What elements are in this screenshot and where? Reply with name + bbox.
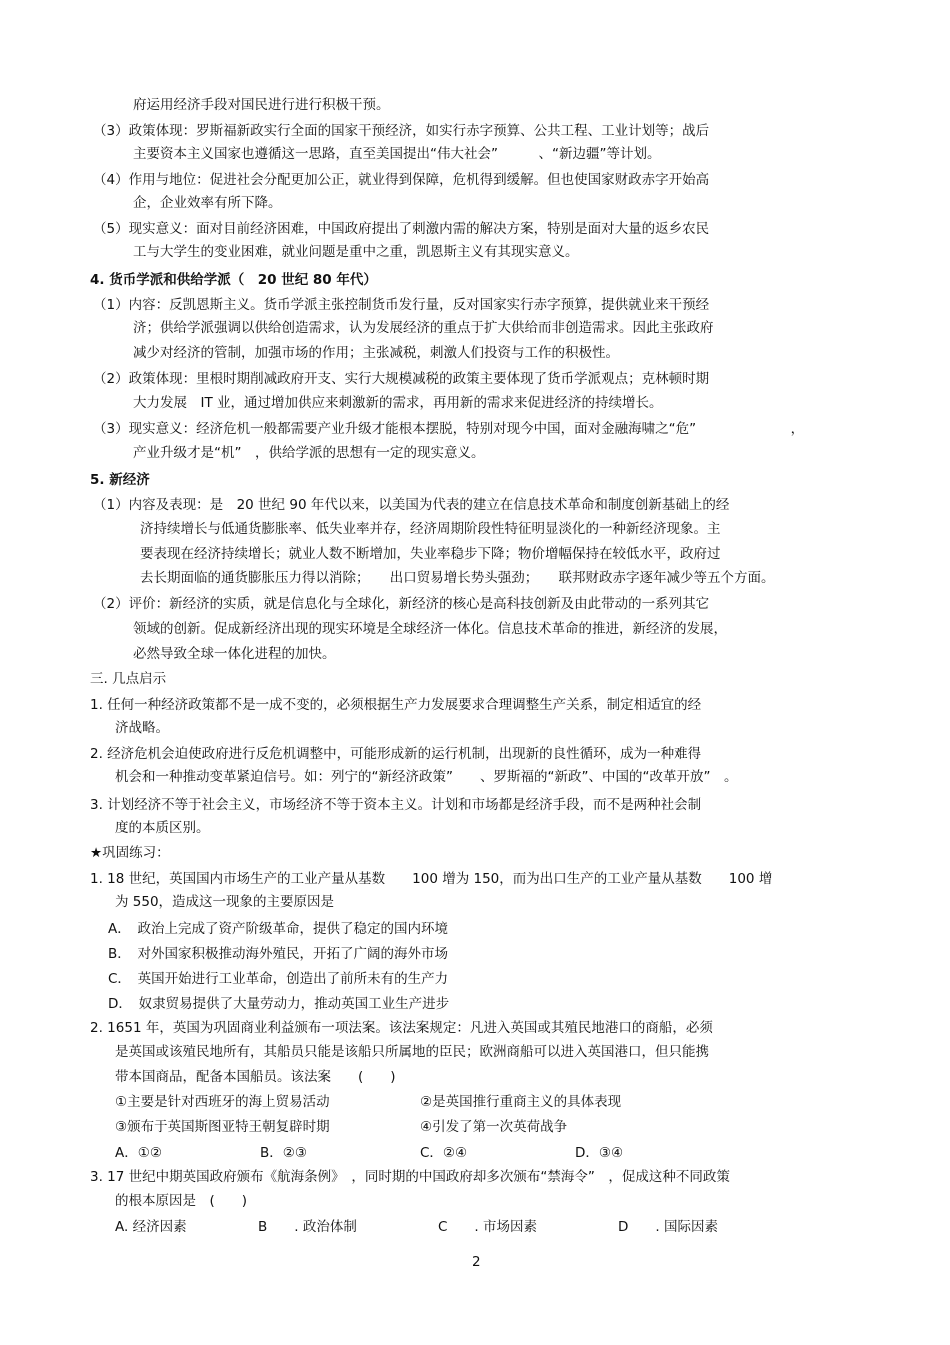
text-line: 大力发展 IT 业，通过增加供应来刺激新的需求，再用新的需求来促进经济的持续增长。 (133, 395, 663, 411)
text-line: 的根本原因是 ( ) (115, 1193, 248, 1209)
text-line: 5. 新经济 (90, 472, 150, 488)
text-line: 减少对经济的管制，加强市场的作用；主张减税，刺激人们投资与工作的积极性。 (133, 345, 619, 361)
text-line: D . 国际因素 (618, 1219, 718, 1235)
text-line: （1）内容：反凯恩斯主义。货币学派主张控制货币发行量，反对国家实行赤字预算，提供就业来干预经 (93, 297, 710, 313)
text-line: （3）政策体现：罗斯福新政实行全面的国家干预经济，如实行赤字预算、公共工程、工业计划等；战后 (93, 123, 710, 139)
text-line: 3. 17 世纪中期英国政府颁布《航海条例》 ，同时期的中国政府却多次颁布“禁海令” ，促成这种不同政策 (90, 1169, 730, 1185)
text-line: （2）评价：新经济的实质，就是信息化与全球化，新经济的核心是高科技创新及由此带动的一系列其它 (93, 596, 710, 612)
text-line: ②是英国推行重商主义的具体表现 (420, 1094, 622, 1110)
text-line: ③颁布于英国斯图亚特王朝复辟时期 (115, 1119, 330, 1135)
text-line: 领域的创新。促成新经济出现的现实环境是全球经济一体化。信息技术革命的推进，新经济的发展， (133, 621, 727, 637)
text-line: A. 经济因素 (115, 1219, 187, 1235)
text-line: ①主要是针对西班牙的海上贸易活动 (115, 1094, 330, 1110)
text-line: 2. 经济危机会迫使政府进行反危机调整中，可能形成新的运行机制，出现新的良性循环，成为一种难得 (90, 746, 702, 762)
text-line: ★巩固练习： (90, 845, 170, 861)
text-line: （1）内容及表现：是 20 世纪 90 年代以来，以美国为代表的建立在信息技术革命和制度创新基础上的经 (93, 497, 730, 513)
text-line: C．②④ (420, 1145, 468, 1161)
text-line: A．①② (115, 1145, 162, 1161)
text-line: 度的本质区别。 (115, 820, 210, 836)
text-line: 济；供给学派强调以供给创造需求，认为发展经济的重点于扩大供给而非创造需求。因此主张政府 (133, 320, 714, 336)
text-line: 济战略。 (115, 720, 169, 736)
text-line: （3）现实意义：经济危机一般都需要产业升级才能根本摆脱，特别对现今中国，面对金融海啸之“危” ， (93, 421, 805, 437)
text-line: 去长期面临的通货膨胀压力得以消除； 出口贸易增长势头强劲； 联邦财政赤字逐年减少等五个方面。 (140, 570, 775, 586)
text-line: B . 政治体制 (258, 1219, 357, 1235)
text-line: 必然导致全球一体化进程的加快。 (133, 646, 336, 662)
text-line: 3. 计划经济不等于社会主义，市场经济不等于资本主义。计划和市场都是经济手段，而不是两种社会制 (90, 797, 702, 813)
text-line: 1. 任何一种经济政策都不是一成不变的，必须根据生产力发展要求合理调整生产关系，制定相适宜的经 (90, 697, 702, 713)
page-number: 2 (472, 1254, 481, 1270)
text-line: 1. 18 世纪，英国国内市场生产的工业产量从基数 100 增为 150，而为出口生产的工业产量从基数 100 增 (90, 871, 773, 887)
text-line: 工与大学生的变业困难，就业问题是重中之重，凯恩斯主义有其现实意义。 (133, 244, 579, 260)
text-line: A． 政治上完成了资产阶级革命，提供了稳定的国内环境 (108, 921, 448, 937)
text-line: 府运用经济手段对国民进行进行积极干预。 (133, 97, 390, 113)
text-line: 济持续增长与低通货膨胀率、低失业率并存，经济周期阶段性特征明显淡化的一种新经济现象。主 (140, 521, 721, 537)
text-line: 三. 几点启示 (90, 671, 167, 687)
text-line: C . 市场因素 (438, 1219, 538, 1235)
text-line: B． 对外国家积极推动海外殖民，开拓了广阔的海外市场 (108, 946, 449, 962)
text-line: 要表现在经济持续增长；就业人数不断增加，失业率稳步下降；物价增幅保持在较低水平，政府过 (140, 546, 721, 562)
text-line: 机会和一种推动变革紧迫信号。如：列宁的“新经济政策” 、罗斯福的“新政”、中国的“改革开放” 。 (115, 769, 738, 785)
text-line: （4）作用与地位：促进社会分配更加公正，就业得到保障，危机得到缓解。但也使国家财政赤字开始高 (93, 172, 710, 188)
text-line: 产业升级才是“机” ，供给学派的思想有一定的现实意义。 (133, 445, 485, 461)
text-line: B．②③ (260, 1145, 307, 1161)
text-line: 企，企业效率有所下降。 (133, 195, 282, 211)
text-line: （2）政策体现：里根时期削减政府开支、实行大规模减税的政策主要体现了货币学派观点；克林顿时期 (93, 371, 710, 387)
text-line: D．③④ (575, 1145, 624, 1161)
text-line: 带本国商品，配备本国船员。该法案 ( ) (115, 1069, 396, 1085)
text-line: D． 奴隶贸易提供了大量劳动力，推动英国工业生产进步 (108, 996, 450, 1012)
text-line: 是英国或该殖民地所有，其船员只能是该船只所属地的臣民；欧洲商船可以进入英国港口，但只能携 (115, 1044, 709, 1060)
text-line: 为 550，造成这一现象的主要原因是 (115, 894, 335, 910)
text-line: 2. 1651 年，英国为巩固商业利益颁布一项法案。该法案规定：凡进入英国或其殖民地港口的商船，必须 (90, 1020, 713, 1036)
text-line: （5）现实意义：面对目前经济困难，中国政府提出了刺激内需的解决方案，特别是面对大量的返乡农民 (93, 221, 710, 237)
text-line: C． 英国开始进行工业革命，创造出了前所未有的生产力 (108, 971, 449, 987)
text-line: 4. 货币学派和供给学派（ 20 世纪 80 年代） (90, 272, 377, 288)
text-line: ④引发了第一次英荷战争 (420, 1119, 568, 1135)
text-line: 主要资本主义国家也遵循这一思路，直至美国提出“伟大社会” 、“新边疆”等计划。 (133, 146, 661, 162)
